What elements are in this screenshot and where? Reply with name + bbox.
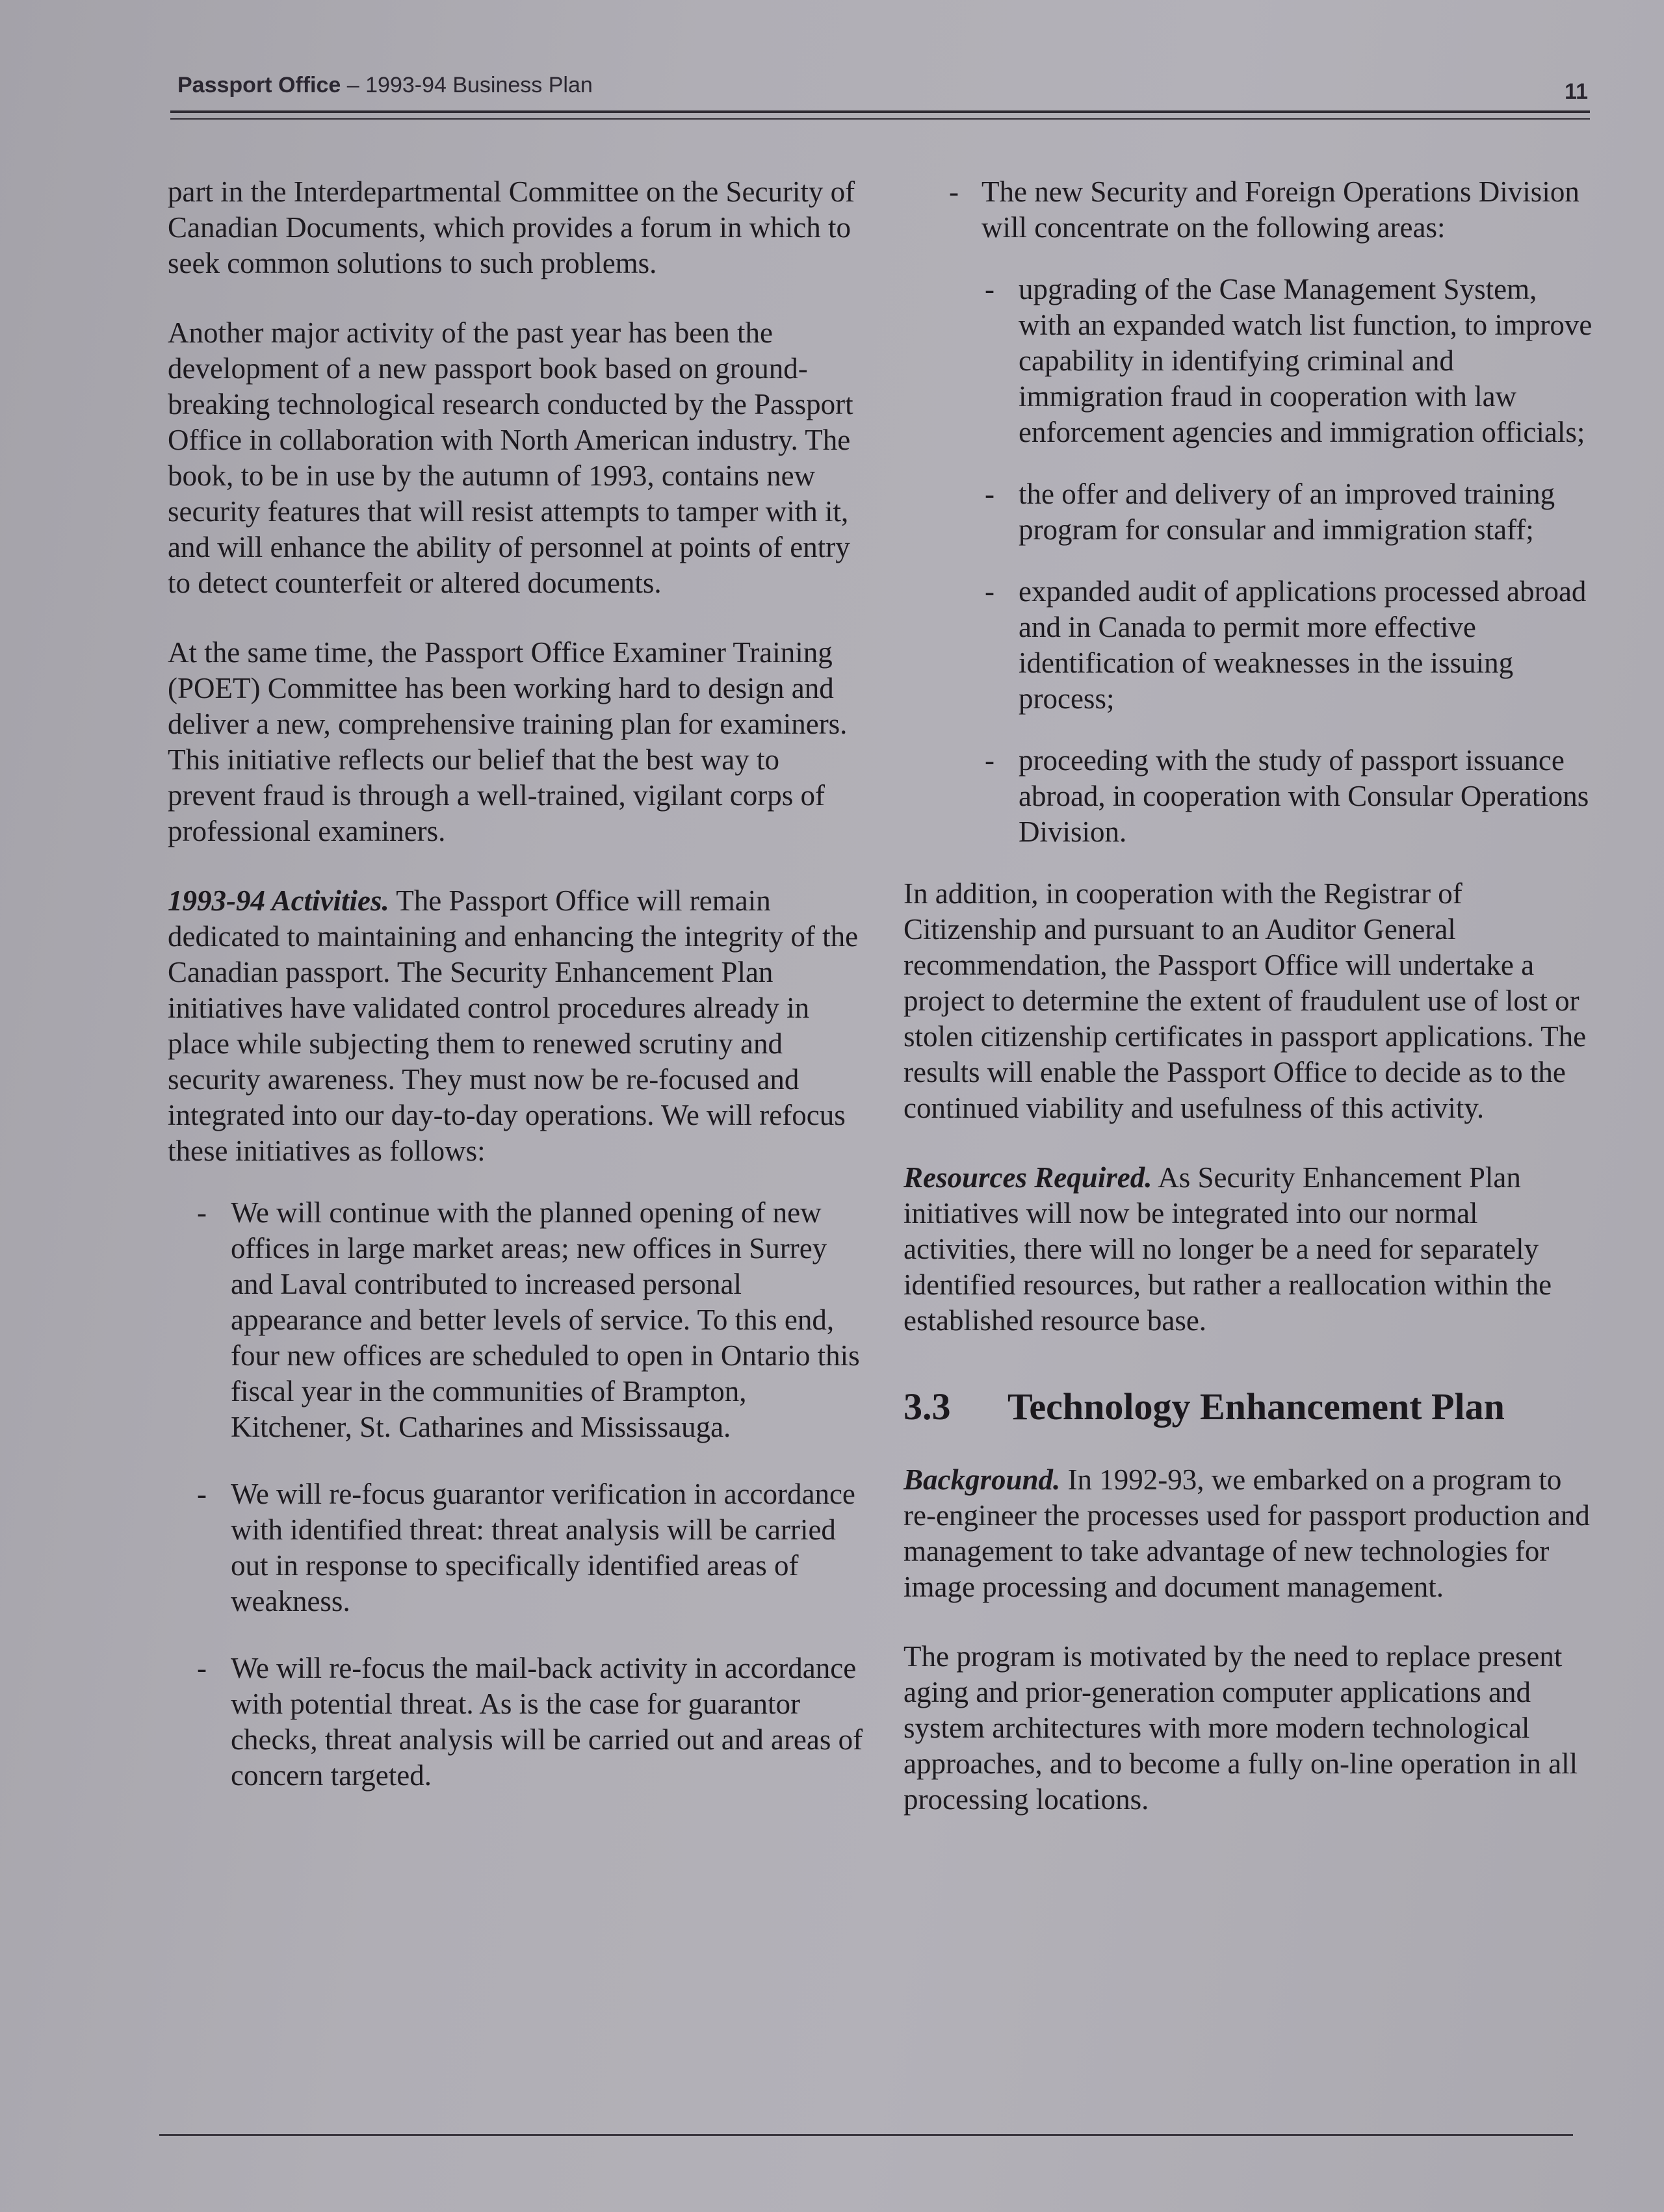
bullet-dash: - bbox=[197, 1196, 207, 1229]
header-plan: 1993-94 Business Plan bbox=[365, 73, 593, 97]
list-item-text: The new Security and Foreign Operations Division will concentrate on the following areas: bbox=[982, 175, 1580, 244]
paragraph-addition: In addition, in cooperation with the Registrar of Citizenship and pursuant to an Auditor General recommendation, the Passport Office will undertake a project to determine the extent of fraudulent use of lost or stolen citizenship certificates in passport applications. The results will enable the Passport Office to decide as to the continued viability and usefulness of this activity. bbox=[904, 877, 1587, 1124]
list-item-text: We will continue with the planned opening of new offices in large market areas; new offices in Surrey and Laval contributed to increased personal appearance and better levels of service. To this end, four new offices are scheduled to open in Ontario this fiscal year in the communities of Brampton, Kitchener, St. Catharines and Mississauga. bbox=[231, 1196, 860, 1443]
bullet-dash: - bbox=[985, 273, 994, 305]
paragraph-passport-book: Another major activity of the past year has been the development of a new passport book based on ground-breaking technological research conducted by the Passport Office in collaboration with North American industry. The book, to be in use by the autumn of 1993, contains new security features that will resist attempts to tamper with it, and will enhance the ability of personnel at points of entry to detect counterfeit or altered documents. bbox=[168, 316, 853, 599]
bullet-dash: - bbox=[985, 744, 994, 777]
list-item bbox=[168, 1651, 863, 1794]
list-item bbox=[904, 174, 1596, 850]
sub-list-item bbox=[982, 743, 1596, 850]
footer-rule bbox=[159, 2134, 1573, 2136]
bullet-dash: - bbox=[985, 478, 994, 510]
paragraph-committee: part in the Interdepartmental Committee on the Security of Canadian Documents, which provides a forum in which to seek common solutions to such problems. bbox=[168, 175, 855, 279]
division-list bbox=[904, 174, 1596, 850]
paragraph-activities bbox=[168, 883, 863, 1169]
sub-list-item-text: expanded audit of applications processed abroad and in Canada to permit more effective identification of weaknesses in the issuing process; bbox=[1019, 575, 1587, 715]
header-rule-thin bbox=[170, 118, 1590, 120]
section-number: 3.3 bbox=[904, 1385, 951, 1428]
list-item bbox=[168, 1195, 863, 1445]
list-item bbox=[168, 1476, 863, 1619]
sub-list-item-text: the offer and delivery of an improved training program for consular and immigration staff; bbox=[1019, 478, 1555, 546]
header-rule-thick bbox=[170, 110, 1590, 113]
paragraph-background bbox=[904, 1462, 1596, 1605]
running-header bbox=[177, 73, 1588, 105]
paragraph-poet: At the same time, the Passport Office Examiner Training (POET) Committee has been working hard to design and deliver a new, comprehensive training plan for examiners. This initiative reflects our belief that the best way to prevent fraud is through a well-trained, vigilant corps of professional examiners. bbox=[168, 636, 848, 847]
sub-list-item-text: proceeding with the study of passport issuance abroad, in cooperation with Consular Operations Division. bbox=[1019, 744, 1589, 848]
section-heading bbox=[904, 1384, 1596, 1430]
activities-lead: 1993-94 Activities. bbox=[168, 884, 389, 917]
header-office: Passport Office bbox=[177, 73, 341, 97]
sub-list-item-text: upgrading of the Case Management System, with an expanded watch list function, to improve capability in identifying criminal and immigration fraud in cooperation with law enforcement agencies and immigration officials; bbox=[1019, 273, 1592, 448]
activities-list bbox=[168, 1195, 863, 1794]
list-item-text: We will re-focus guarantor verification in accordance with identified threat: threat analysis will be carried out in response to specifically identified areas of weakness. bbox=[231, 1478, 855, 1617]
right-column bbox=[904, 174, 1596, 1851]
bullet-dash: - bbox=[985, 575, 994, 608]
section-title: Technology Enhancement Plan bbox=[1008, 1385, 1505, 1428]
paragraph-program: The program is motivated by the need to replace present aging and prior-generation computer applications and system architectures with more modern technological approaches, and to become a fully on-line operation in all processing locations. bbox=[904, 1640, 1578, 1816]
header-separator: – bbox=[341, 73, 366, 97]
sub-list-item bbox=[982, 574, 1596, 717]
background-lead: Background. bbox=[904, 1463, 1061, 1496]
division-sublist bbox=[982, 272, 1596, 850]
sub-list-item bbox=[982, 476, 1596, 548]
left-column bbox=[168, 174, 863, 1825]
paragraph-resources bbox=[904, 1160, 1596, 1339]
list-item-text: We will re-focus the mail-back activity in accordance with potential threat. As is the case for guarantor checks, threat analysis will be carried out and areas of concern targeted. bbox=[231, 1652, 863, 1792]
resources-body: As Security Enhancement Plan initiatives will now be integrated into our normal activities, there will no longer be a need for separately identified resources, but rather a reallocation within the established resource base. bbox=[904, 1161, 1552, 1337]
background-body: In 1992-93, we embarked on a program to re-engineer the processes used for passport production and management to take advantage of new technologies for image processing and document management. bbox=[904, 1463, 1590, 1603]
sub-list-item bbox=[982, 272, 1596, 450]
page-number: 11 bbox=[1565, 79, 1588, 104]
resources-lead: Resources Required. bbox=[904, 1161, 1152, 1194]
bullet-dash: - bbox=[197, 1478, 207, 1510]
bullet-dash: - bbox=[197, 1652, 207, 1684]
bullet-dash: - bbox=[949, 175, 959, 208]
activities-body: The Passport Office will remain dedicated to maintaining and enhancing the integrity of the Canadian passport. The Security Enhancement Plan initiatives have validated control procedures already in place while subjecting them to renewed scrutiny and security awareness. They must now be re-focused and integrated into our day-to-day operations. We will refocus these initiatives as follows: bbox=[168, 884, 859, 1167]
